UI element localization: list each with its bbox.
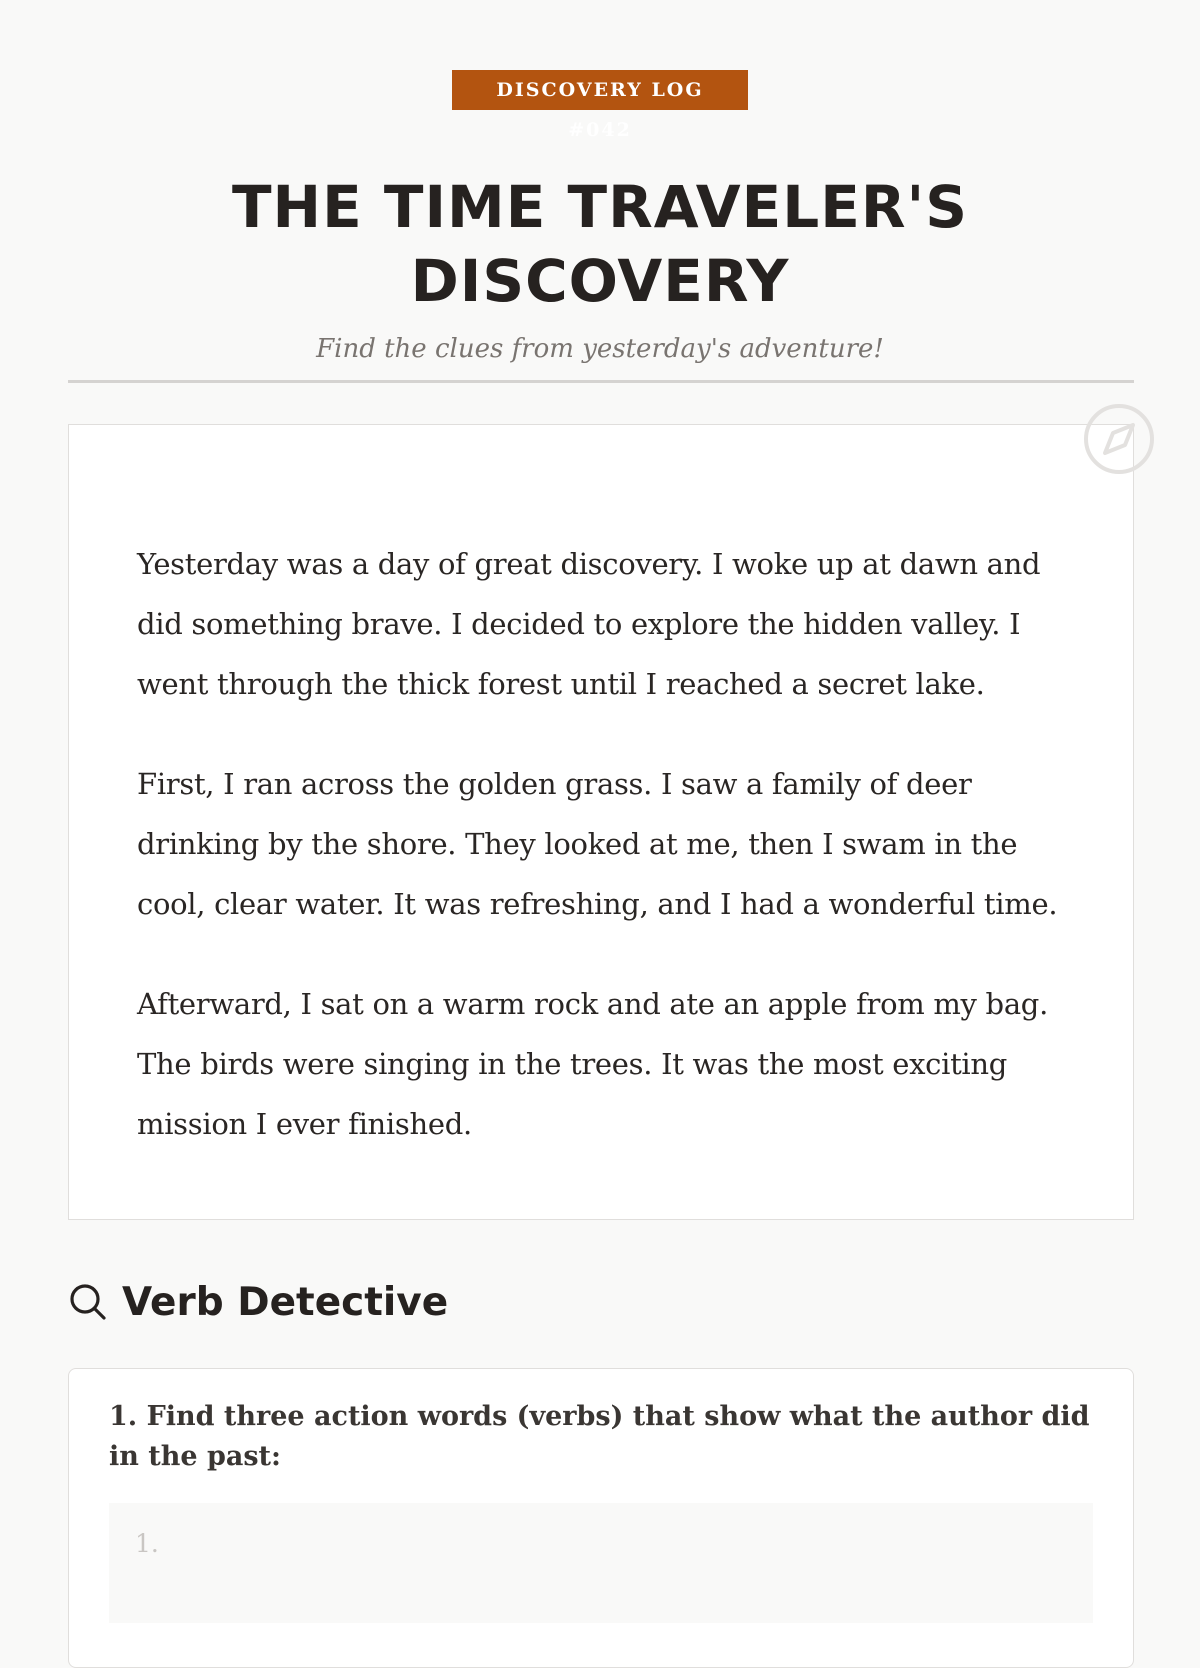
question-text: 1. Find three action words (verbs) that show what the author did in the past: [109,1401,1090,1472]
story-card [68,424,1134,1220]
page-title: THE TIME TRAVELER'S DISCOVERY [231,173,969,315]
section-title: Verb Detective [122,1279,449,1325]
story-paragraph: Afterward, I sat on a warm rock and ate an apple from my bag. The birds were singing in the trees. It was the most exciting mission I ever finished. [137,987,1048,1141]
answer-field[interactable] [109,1503,1093,1623]
page-header [0,0,1200,364]
story-paragraph: First, I ran across the golden grass. I saw a family of deer drinking by the shore. They looked at me, then I swam in the cool, clear water. It was refreshing, and I had a wonderful time. [137,767,1058,921]
header-divider [68,380,1134,383]
log-badge: DISCOVERY LOG #042 [452,70,748,110]
answer-line-number: 1. [135,1529,159,1558]
page-subtitle: Find the clues from yesterday's adventure! [316,334,884,364]
search-icon [68,1282,108,1322]
story-paragraph: Yesterday was a day of great discovery. I woke up at dawn and did something brave. I decided to explore the hidden valley. I went through the thick forest until I reached a secret lake. [137,547,1041,701]
verb-detective-heading [68,1274,448,1330]
question-card [68,1368,1134,1668]
compass-icon [1083,403,1155,475]
